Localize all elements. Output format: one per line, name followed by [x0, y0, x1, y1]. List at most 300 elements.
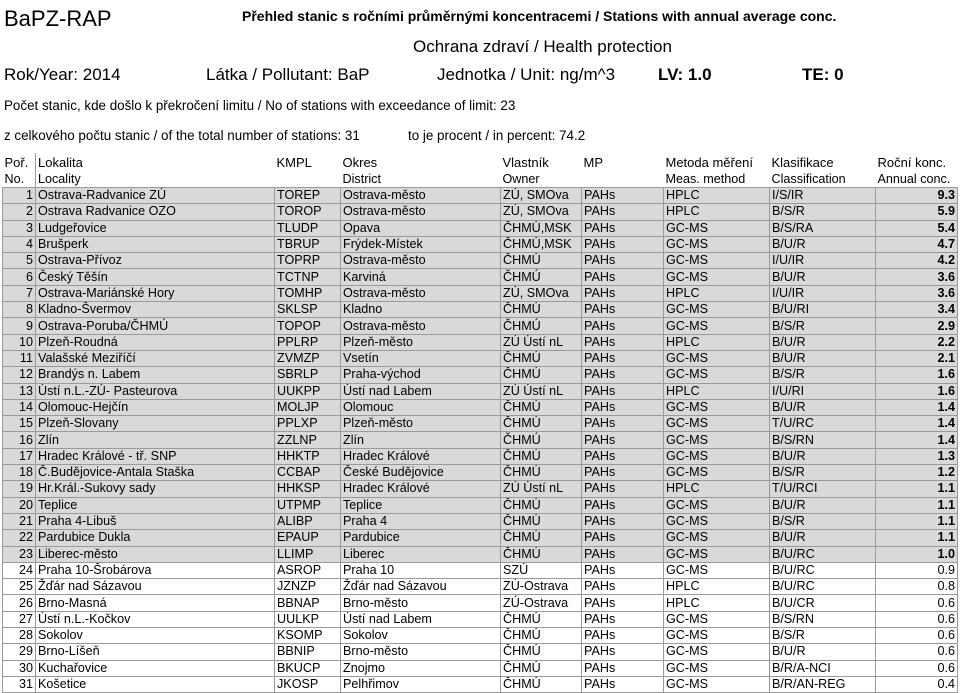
kmpl-code-cell: MOLJP [275, 399, 341, 415]
district-cell: Olomouc [341, 399, 501, 415]
annual-concentration-cell: 1.1 [876, 530, 958, 546]
pollutant-group-cell: PAHs [582, 269, 664, 285]
owner-cell: ZÚ, SMOva [501, 204, 582, 220]
annual-concentration-cell: 3.6 [876, 269, 958, 285]
district-cell: Brno-město [341, 595, 501, 611]
classification-cell: B/U/R [770, 269, 876, 285]
measurement-method-cell: GC-MS [664, 448, 770, 464]
row-number-cell: 13 [3, 383, 36, 399]
kmpl-code-cell: UUKPP [275, 383, 341, 399]
measurement-method-cell: GC-MS [664, 644, 770, 660]
classification-cell: B/U/RI [770, 302, 876, 318]
annual-concentration-cell: 5.9 [876, 204, 958, 220]
annual-concentration-cell: 1.1 [876, 497, 958, 513]
owner-cell: ČHMÚ [501, 432, 582, 448]
row-number-cell: 22 [3, 530, 36, 546]
measurement-method-cell: HPLC [664, 334, 770, 350]
owner-cell: ČHMÚ [501, 676, 582, 692]
table-row [3, 302, 958, 318]
header-cz-cell: Roční konc. [876, 153, 958, 171]
annual-concentration-cell: 0.8 [876, 579, 958, 595]
kmpl-code-cell: TOMHP [275, 285, 341, 301]
classification-cell: B/R/AN-REG [770, 676, 876, 692]
measurement-method-cell: GC-MS [664, 562, 770, 578]
kmpl-code-cell: KSOMP [275, 628, 341, 644]
district-cell: Opava [341, 220, 501, 236]
pollutant-group-cell: PAHs [582, 367, 664, 383]
owner-cell: ZÚ Ústí nL [501, 481, 582, 497]
district-cell: Plzeň-město [341, 416, 501, 432]
table-row [3, 676, 958, 692]
row-number-cell: 28 [3, 628, 36, 644]
table-row [3, 269, 958, 285]
kmpl-code-cell: UULKP [275, 611, 341, 627]
classification-cell: I/S/IR [770, 188, 876, 204]
tolerance-label: TE: 0 [802, 65, 844, 84]
row-number-cell: 9 [3, 318, 36, 334]
owner-cell: ČHMÚ [501, 318, 582, 334]
owner-cell: ZÚ Ústí nL [501, 383, 582, 399]
classification-cell: B/S/R [770, 513, 876, 529]
header-en-cell: Annual conc. [876, 171, 958, 188]
measurement-method-cell: GC-MS [664, 269, 770, 285]
owner-cell: ČHMÚ [501, 269, 582, 285]
pollutant-group-cell: PAHs [582, 188, 664, 204]
classification-cell: B/U/R [770, 448, 876, 464]
table-row [3, 497, 958, 513]
locality-cell: Zlín [36, 432, 275, 448]
owner-cell: SZÚ [501, 562, 582, 578]
annual-concentration-cell: 1.6 [876, 383, 958, 399]
district-cell: Hradec Králové [341, 448, 501, 464]
district-cell: Ostrava-město [341, 318, 501, 334]
pollutant-group-cell: PAHs [582, 399, 664, 415]
district-cell: Kladno [341, 302, 501, 318]
kmpl-code-cell: HHKSP [275, 481, 341, 497]
pollutant-group-cell: PAHs [582, 611, 664, 627]
classification-cell: B/S/R [770, 465, 876, 481]
annual-concentration-cell: 1.1 [876, 481, 958, 497]
pollutant-group-cell: PAHs [582, 253, 664, 269]
pollutant-group-cell: PAHs [582, 644, 664, 660]
table-row [3, 611, 958, 627]
owner-cell: ČHMÚ [501, 253, 582, 269]
classification-cell: B/R/A-NCI [770, 660, 876, 676]
measurement-method-cell: HPLC [664, 188, 770, 204]
table-row [3, 465, 958, 481]
district-cell: Praha 10 [341, 562, 501, 578]
pollutant-group-cell: PAHs [582, 236, 664, 252]
owner-cell: ČHMÚ [501, 399, 582, 415]
locality-cell: Ostrava-Přívoz [36, 253, 275, 269]
locality-cell: Ústí n.L.-Kočkov [36, 611, 275, 627]
annual-concentration-cell: 1.1 [876, 513, 958, 529]
district-cell: Žďár nad Sázavou [341, 579, 501, 595]
header-cz-cell: Klasifikace [770, 153, 876, 171]
table-row [3, 432, 958, 448]
year-label: Rok/Year: 2014 [4, 65, 121, 84]
row-number-cell: 31 [3, 676, 36, 692]
kmpl-code-cell: BBNAP [275, 595, 341, 611]
measurement-method-cell: GC-MS [664, 611, 770, 627]
classification-cell: B/U/R [770, 350, 876, 366]
kmpl-code-cell: EPAUP [275, 530, 341, 546]
row-number-cell: 15 [3, 416, 36, 432]
table-row [3, 660, 958, 676]
pollutant-group-cell: PAHs [582, 318, 664, 334]
table-row [3, 285, 958, 301]
annual-concentration-cell: 1.4 [876, 432, 958, 448]
row-number-cell: 7 [3, 285, 36, 301]
locality-cell: Brno-Líšeň [36, 644, 275, 660]
owner-cell: ČHMÚ [501, 628, 582, 644]
measurement-method-cell: HPLC [664, 481, 770, 497]
annual-concentration-cell: 2.2 [876, 334, 958, 350]
owner-cell: ČHMÚ [501, 416, 582, 432]
kmpl-code-cell: SKLSP [275, 302, 341, 318]
header-en-cell [582, 171, 664, 188]
locality-cell: Hr.Král.-Sukovy sady [36, 481, 275, 497]
locality-cell: Ostrava Radvanice OZO [36, 204, 275, 220]
measurement-method-cell: GC-MS [664, 546, 770, 562]
measurement-method-cell: GC-MS [664, 513, 770, 529]
measurement-method-cell: GC-MS [664, 253, 770, 269]
pollutant-group-cell: PAHs [582, 416, 664, 432]
annual-concentration-cell: 0.6 [876, 628, 958, 644]
row-number-cell: 2 [3, 204, 36, 220]
pollutant-label: Látka / Pollutant: BaP [206, 65, 370, 84]
header-en-cell: Owner [501, 171, 582, 188]
kmpl-code-cell: JZNZP [275, 579, 341, 595]
row-number-cell: 23 [3, 546, 36, 562]
row-number-cell: 3 [3, 220, 36, 236]
kmpl-code-cell: LLIMP [275, 546, 341, 562]
locality-cell: Český Těšín [36, 269, 275, 285]
pollutant-group-cell: PAHs [582, 285, 664, 301]
table-row [3, 628, 958, 644]
header-cz-cell: Lokalita [36, 153, 275, 171]
annual-concentration-cell: 0.6 [876, 595, 958, 611]
pollutant-group-cell: PAHs [582, 628, 664, 644]
locality-cell: Liberec-město [36, 546, 275, 562]
owner-cell: ČHMÚ [501, 302, 582, 318]
pollutant-group-cell: PAHs [582, 676, 664, 692]
measurement-method-cell: GC-MS [664, 399, 770, 415]
measurement-method-cell: GC-MS [664, 497, 770, 513]
locality-cell: Teplice [36, 497, 275, 513]
locality-cell: Kladno-Švermov [36, 302, 275, 318]
measurement-method-cell: GC-MS [664, 628, 770, 644]
header-en-cell [275, 171, 341, 188]
owner-cell: ZÚ-Ostrava [501, 595, 582, 611]
row-number-cell: 11 [3, 350, 36, 366]
measurement-method-cell: GC-MS [664, 676, 770, 692]
district-cell: Pelhřimov [341, 676, 501, 692]
district-cell: Zlín [341, 432, 501, 448]
pollutant-group-cell: PAHs [582, 204, 664, 220]
pollutant-group-cell: PAHs [582, 334, 664, 350]
row-number-cell: 21 [3, 513, 36, 529]
measurement-method-cell: GC-MS [664, 318, 770, 334]
classification-cell: I/U/IR [770, 285, 876, 301]
owner-cell: ČHMÚ [501, 530, 582, 546]
classification-cell: B/U/R [770, 497, 876, 513]
table-row [3, 513, 958, 529]
locality-cell: Kuchařovice [36, 660, 275, 676]
district-cell: Ostrava-město [341, 188, 501, 204]
table-header [3, 153, 958, 188]
kmpl-code-cell: BBNIP [275, 644, 341, 660]
header-cz-cell: Metoda měření [664, 153, 770, 171]
locality-cell: Praha 4-Libuš [36, 513, 275, 529]
header-en-cell: Locality [36, 171, 275, 188]
table-row [3, 595, 958, 611]
kmpl-code-cell: ASROP [275, 562, 341, 578]
annual-concentration-cell: 0.4 [876, 676, 958, 692]
annual-concentration-cell: 1.6 [876, 367, 958, 383]
pollutant-group-cell: PAHs [582, 465, 664, 481]
district-cell: Praha-východ [341, 367, 501, 383]
row-number-cell: 8 [3, 302, 36, 318]
header-row-en [3, 171, 958, 188]
district-cell: Sokolov [341, 628, 501, 644]
row-number-cell: 12 [3, 367, 36, 383]
kmpl-code-cell: ALIBP [275, 513, 341, 529]
table-row [3, 399, 958, 415]
percent-text: to je procent / in percent: 74.2 [408, 128, 586, 143]
locality-cell: Plzeň-Slovany [36, 416, 275, 432]
header-cz-cell: Vlastník [501, 153, 582, 171]
table-row [3, 334, 958, 350]
total-stations-text: z celkového počtu stanic / of the total number of stations: 31 [4, 128, 360, 143]
header-en-cell: Meas. method [664, 171, 770, 188]
owner-cell: ČHMÚ [501, 611, 582, 627]
measurement-method-cell: GC-MS [664, 660, 770, 676]
pollutant-group-cell: PAHs [582, 481, 664, 497]
header-en-cell: No. [3, 171, 36, 188]
owner-cell: ZÚ, SMOva [501, 188, 582, 204]
row-number-cell: 14 [3, 399, 36, 415]
classification-cell: T/U/RCI [770, 481, 876, 497]
header-row-cz [3, 153, 958, 171]
pollutant-group-cell: PAHs [582, 530, 664, 546]
pollutant-group-cell: PAHs [582, 579, 664, 595]
district-cell: Ostrava-město [341, 204, 501, 220]
pollutant-group-cell: PAHs [582, 660, 664, 676]
annual-concentration-cell: 2.9 [876, 318, 958, 334]
total-summary [4, 128, 586, 143]
locality-cell: Brandýs n. Labem [36, 367, 275, 383]
classification-cell: B/U/R [770, 399, 876, 415]
measurement-method-cell: GC-MS [664, 220, 770, 236]
annual-concentration-cell: 0.6 [876, 644, 958, 660]
classification-cell: T/U/RC [770, 416, 876, 432]
classification-cell: B/U/R [770, 644, 876, 660]
district-cell: Frýdek-Místek [341, 236, 501, 252]
exceedance-summary: Počet stanic, kde došlo k překročení limitu / No of stations with exceedance of limit: 23 [4, 98, 516, 113]
classification-cell: I/U/RI [770, 383, 876, 399]
row-number-cell: 6 [3, 269, 36, 285]
pollutant-group-cell: PAHs [582, 350, 664, 366]
stations-table [2, 153, 958, 693]
district-cell: Karviná [341, 269, 501, 285]
header-cz-cell: KMPL [275, 153, 341, 171]
measurement-method-cell: HPLC [664, 285, 770, 301]
locality-cell: Brušperk [36, 236, 275, 252]
annual-concentration-cell: 3.4 [876, 302, 958, 318]
kmpl-code-cell: TOREP [275, 188, 341, 204]
kmpl-code-cell: TBRUP [275, 236, 341, 252]
district-cell: Pardubice [341, 530, 501, 546]
annual-concentration-cell: 1.2 [876, 465, 958, 481]
table-row [3, 220, 958, 236]
annual-concentration-cell: 5.4 [876, 220, 958, 236]
pollutant-group-cell: PAHs [582, 432, 664, 448]
owner-cell: ČHMÚ [501, 350, 582, 366]
kmpl-code-cell: ZZLNP [275, 432, 341, 448]
row-number-cell: 10 [3, 334, 36, 350]
district-cell: Vsetín [341, 350, 501, 366]
annual-concentration-cell: 1.4 [876, 399, 958, 415]
table-row [3, 350, 958, 366]
kmpl-code-cell: UTPMP [275, 497, 341, 513]
table-row [3, 236, 958, 252]
classification-cell: B/S/R [770, 628, 876, 644]
row-number-cell: 17 [3, 448, 36, 464]
annual-concentration-cell: 0.9 [876, 562, 958, 578]
measurement-method-cell: GC-MS [664, 432, 770, 448]
table-row [3, 318, 958, 334]
row-number-cell: 20 [3, 497, 36, 513]
kmpl-code-cell: SBRLP [275, 367, 341, 383]
row-number-cell: 5 [3, 253, 36, 269]
row-number-cell: 18 [3, 465, 36, 481]
table-row [3, 448, 958, 464]
district-cell: Plzeň-město [341, 334, 501, 350]
locality-cell: Plzeň-Roudná [36, 334, 275, 350]
measurement-method-cell: GC-MS [664, 350, 770, 366]
pollutant-group-cell: PAHs [582, 546, 664, 562]
kmpl-code-cell: ZVMZP [275, 350, 341, 366]
district-cell: Hradec Králové [341, 481, 501, 497]
locality-cell: Hradec Králové - tř. SNP [36, 448, 275, 464]
district-cell: České Budějovice [341, 465, 501, 481]
table-row [3, 367, 958, 383]
row-number-cell: 30 [3, 660, 36, 676]
district-cell: Teplice [341, 497, 501, 513]
owner-cell: ČHMÚ [501, 367, 582, 383]
kmpl-code-cell: HHKTP [275, 448, 341, 464]
classification-cell: B/S/R [770, 367, 876, 383]
owner-cell: ČHMÚ,MSK [501, 220, 582, 236]
annual-concentration-cell: 4.7 [876, 236, 958, 252]
kmpl-code-cell: TOPOP [275, 318, 341, 334]
parameter-row [0, 62, 960, 86]
measurement-method-cell: GC-MS [664, 465, 770, 481]
pollutant-group-cell: PAHs [582, 448, 664, 464]
pollutant-group-cell: PAHs [582, 595, 664, 611]
table-row [3, 562, 958, 578]
locality-cell: Brno-Masná [36, 595, 275, 611]
classification-cell: B/U/RC [770, 546, 876, 562]
table-row [3, 253, 958, 269]
owner-cell: ČHMÚ [501, 497, 582, 513]
locality-cell: Č.Budějovice-Antala Staška [36, 465, 275, 481]
district-cell: Liberec [341, 546, 501, 562]
district-cell: Praha 4 [341, 513, 501, 529]
table-row [3, 481, 958, 497]
annual-concentration-cell: 1.4 [876, 416, 958, 432]
row-number-cell: 4 [3, 236, 36, 252]
kmpl-code-cell: BKUCP [275, 660, 341, 676]
header-en-cell: Classification [770, 171, 876, 188]
row-number-cell: 1 [3, 188, 36, 204]
header-en-cell: District [341, 171, 501, 188]
locality-cell: Košetice [36, 676, 275, 692]
measurement-method-cell: GC-MS [664, 367, 770, 383]
classification-cell: B/S/RN [770, 611, 876, 627]
pollutant-group-cell: PAHs [582, 302, 664, 318]
table-row [3, 204, 958, 220]
locality-cell: Ostrava-Radvanice ZÚ [36, 188, 275, 204]
protection-subtitle: Ochrana zdraví / Health protection [413, 37, 672, 56]
measurement-method-cell: HPLC [664, 595, 770, 611]
locality-cell: Olomouc-Hejčín [36, 399, 275, 415]
row-number-cell: 16 [3, 432, 36, 448]
measurement-method-cell: GC-MS [664, 530, 770, 546]
annual-concentration-cell: 0.6 [876, 660, 958, 676]
limit-value-label: LV: 1.0 [658, 65, 712, 84]
measurement-method-cell: HPLC [664, 383, 770, 399]
kmpl-code-cell: CCBAP [275, 465, 341, 481]
classification-cell: I/U/IR [770, 253, 876, 269]
district-cell: Ústí nad Labem [341, 383, 501, 399]
owner-cell: ČHMÚ,MSK [501, 236, 582, 252]
measurement-method-cell: GC-MS [664, 416, 770, 432]
kmpl-code-cell: TLUDP [275, 220, 341, 236]
row-number-cell: 27 [3, 611, 36, 627]
row-number-cell: 25 [3, 579, 36, 595]
kmpl-code-cell: TCTNP [275, 269, 341, 285]
header-cz-cell: Okres [341, 153, 501, 171]
classification-cell: B/U/CR [770, 595, 876, 611]
header-cz-cell: MP [582, 153, 664, 171]
annual-concentration-cell: 4.2 [876, 253, 958, 269]
annual-concentration-cell: 3.6 [876, 285, 958, 301]
pollutant-group-cell: PAHs [582, 513, 664, 529]
locality-cell: Ludgeřovice [36, 220, 275, 236]
owner-cell: ZÚ-Ostrava [501, 579, 582, 595]
owner-cell: ČHMÚ [501, 546, 582, 562]
district-cell: Brno-město [341, 644, 501, 660]
header-cz-cell: Poř. [3, 153, 36, 171]
locality-cell: Žďár nad Sázavou [36, 579, 275, 595]
table-row [3, 579, 958, 595]
annual-concentration-cell: 9.3 [876, 188, 958, 204]
row-number-cell: 19 [3, 481, 36, 497]
locality-cell: Valašské Meziříčí [36, 350, 275, 366]
measurement-method-cell: HPLC [664, 579, 770, 595]
row-number-cell: 26 [3, 595, 36, 611]
kmpl-code-cell: PPLRP [275, 334, 341, 350]
classification-cell: B/U/R [770, 334, 876, 350]
classification-cell: B/U/R [770, 236, 876, 252]
table-row [3, 644, 958, 660]
district-cell: Znojmo [341, 660, 501, 676]
classification-cell: B/S/R [770, 318, 876, 334]
classification-cell: B/U/R [770, 530, 876, 546]
pollutant-group-cell: PAHs [582, 383, 664, 399]
